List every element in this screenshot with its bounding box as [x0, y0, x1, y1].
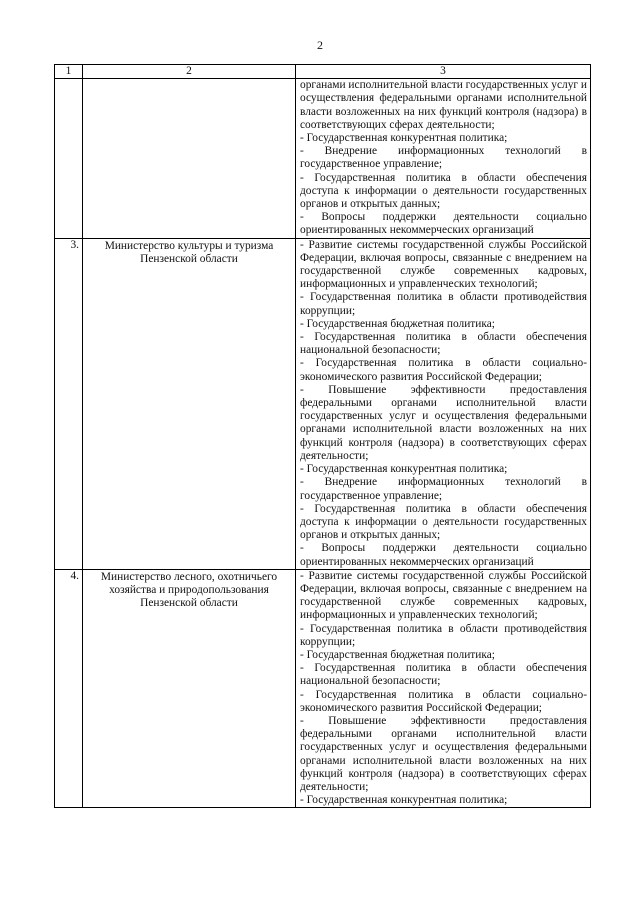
function-item: - Развитие системы государственной службы Российской Федерации, включая вопросы, связанные с внедрением на государственной службе современных кадровых, информационных и управленческих технологий;	[300, 569, 587, 622]
column-header-2: 2	[83, 65, 296, 79]
functions-table	[54, 64, 591, 808]
function-item: - Развитие системы государственной службы Российской Федерации, включая вопросы, связанные с внедрением на государственной службе современных кадровых, информационных и управленческих технологий;	[300, 238, 587, 291]
column-header-3: 3	[296, 65, 591, 79]
function-item: - Государственная политика в области обеспечения доступа к информации о деятельности государственных органов и открытых данных;	[300, 502, 587, 542]
function-item: - Государственная политика в области социально-экономического развития Российской Федерации;	[300, 357, 587, 383]
function-item: - Государственная политика в области обеспечения национальной безопасности;	[300, 662, 587, 688]
function-item: - Государственная политика в области противодействия коррупции;	[300, 622, 587, 648]
column-header-1: 1	[55, 65, 83, 79]
function-item: - Государственная политика в области обеспечения доступа к информации о деятельности государственных органов и открытых данных;	[300, 171, 587, 211]
row-number: 4.	[55, 569, 83, 808]
function-item: - Государственная конкурентная политика;	[300, 463, 508, 476]
table-row	[55, 569, 591, 808]
function-item: органами исполнительной власти государственных услуг и осуществления федеральными органами исполнительной власти возложенных на них функций контроля (надзора) в соответствующих сферах деятельности;	[300, 79, 588, 131]
functions-list	[296, 569, 591, 808]
organization-name: Министерство лесного, охотничьего хозяйства и природопользования Пензенской области	[83, 569, 296, 808]
function-item: - Государственная политика в области противодействия коррупции;	[300, 291, 587, 317]
organization-name: Министерство культуры и туризма Пензенской области	[83, 238, 296, 569]
function-item: - Внедрение информационных технологий в государственное управление;	[300, 476, 587, 502]
table-row	[55, 79, 591, 238]
function-item: - Государственная конкурентная политика;	[300, 794, 508, 807]
page-number: 2	[317, 38, 323, 52]
organization-name	[83, 79, 296, 238]
functions-list	[296, 79, 591, 238]
functions-list	[296, 238, 591, 569]
function-item: - Внедрение информационных технологий в государственное управление;	[300, 145, 587, 171]
function-item: - Повышение эффективности предоставления федеральными органами исполнительной власти государственных услуг и осуществления федеральными органами исполнительной власти возложенных на них функций контроля (надзора) в соответствующих сферах деятельности;	[300, 383, 587, 462]
row-number	[55, 79, 83, 238]
table-row	[55, 238, 591, 569]
function-item: - Государственная бюджетная политика;	[300, 648, 495, 661]
function-item: - Вопросы поддержки деятельности социально ориентированных некоммерческих организаций	[300, 542, 587, 568]
function-item: - Государственная бюджетная политика;	[300, 317, 495, 330]
function-item: - Повышение эффективности предоставления федеральными органами исполнительной власти государственных услуг и осуществления федеральными органами исполнительной власти возложенных на них функций контроля (надзора) в соответствующих сферах деятельности;	[300, 714, 587, 793]
function-item: - Государственная политика в области социально-экономического развития Российской Федерации;	[300, 688, 587, 714]
function-item: - Вопросы поддержки деятельности социально ориентированных некоммерческих организаций	[300, 211, 587, 237]
function-item: - Государственная конкурентная политика;	[300, 132, 508, 145]
row-number: 3.	[55, 238, 83, 569]
function-item: - Государственная политика в области обеспечения национальной безопасности;	[300, 331, 587, 357]
table-header-row	[55, 65, 591, 79]
